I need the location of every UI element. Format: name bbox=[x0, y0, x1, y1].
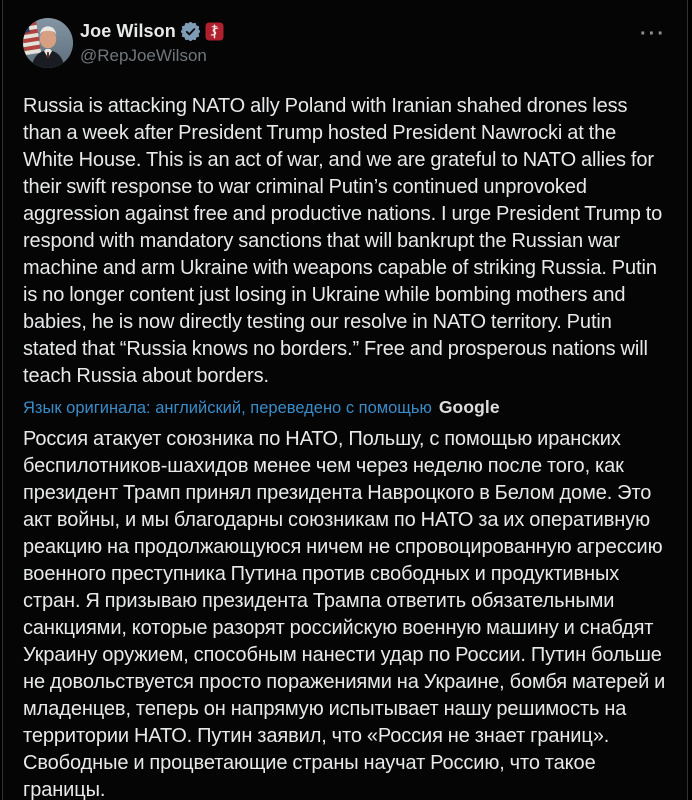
tweet-body bbox=[23, 93, 668, 800]
tweet-text-original: Russia is attacking NATO ally Poland with Iranian shahed drones less than a week after President Trump hosted President Nawrocki at the White House. This is an act of war, and we are grateful to NATO allies for their swift response to war criminal Putin’s continued unprovoked aggression against free and productive nations. I urge President Trump to respond with mandatory sanctions that will bankrupt the Russian war machine and arm Ukraine with weapons capable of striking Russia. Putin is no longer content just losing in Ukraine while bombing mothers and babies, he is now directly testing our resolve in NATO territory. Putin stated that “Russia knows no borders.” Free and prosperous nations will teach Russia about borders. bbox=[23, 95, 663, 387]
tweet-header bbox=[23, 18, 668, 68]
author-block bbox=[80, 18, 638, 66]
more-options-button[interactable]: ··· bbox=[640, 23, 666, 45]
tweet-text-translated: Россия атакует союзника по НАТО, Польшу, с помощью иранских беспилотников-шахидов менее чем через неделю после того, как президент Трамп принял президента Навроцкого в Белом доме. Это акт войны, и мы благодарны союзникам по НАТО за их оперативную реакцию на продолжающуюся ничем не спровоцированную агрессию военного преступника Путина против свободных и продуктивных стран. Я призываю президента Трампа ответить обязательными санкциями, которые разорят российскую военную машину и снабдят Украину оружием, способным нанести удар по России. Путин больше не довольствуется просто поражениями на Украине, бомбя матерей и младенцев, теперь он напрямую испытывает нашу решимость на территории НАТО. Путин заявил, что «Россия не знает границ». Свободные и процветающие страны научат Россию, что такое границы. bbox=[23, 428, 666, 800]
translation-attribution bbox=[23, 397, 668, 419]
google-wordmark: Google bbox=[438, 397, 500, 417]
tweet-card bbox=[2, 0, 688, 800]
author-handle[interactable]: @RepJoeWilson bbox=[80, 46, 207, 65]
verified-badge-icon bbox=[181, 22, 200, 41]
translation-note-link[interactable]: Язык оригинала: английский, переведено с помощью bbox=[23, 399, 432, 417]
affiliate-badge-icon[interactable] bbox=[205, 22, 224, 41]
avatar-image bbox=[23, 18, 73, 68]
author-name[interactable]: Joe Wilson bbox=[80, 20, 176, 41]
avatar[interactable] bbox=[23, 18, 73, 68]
author-name-row bbox=[80, 19, 638, 43]
